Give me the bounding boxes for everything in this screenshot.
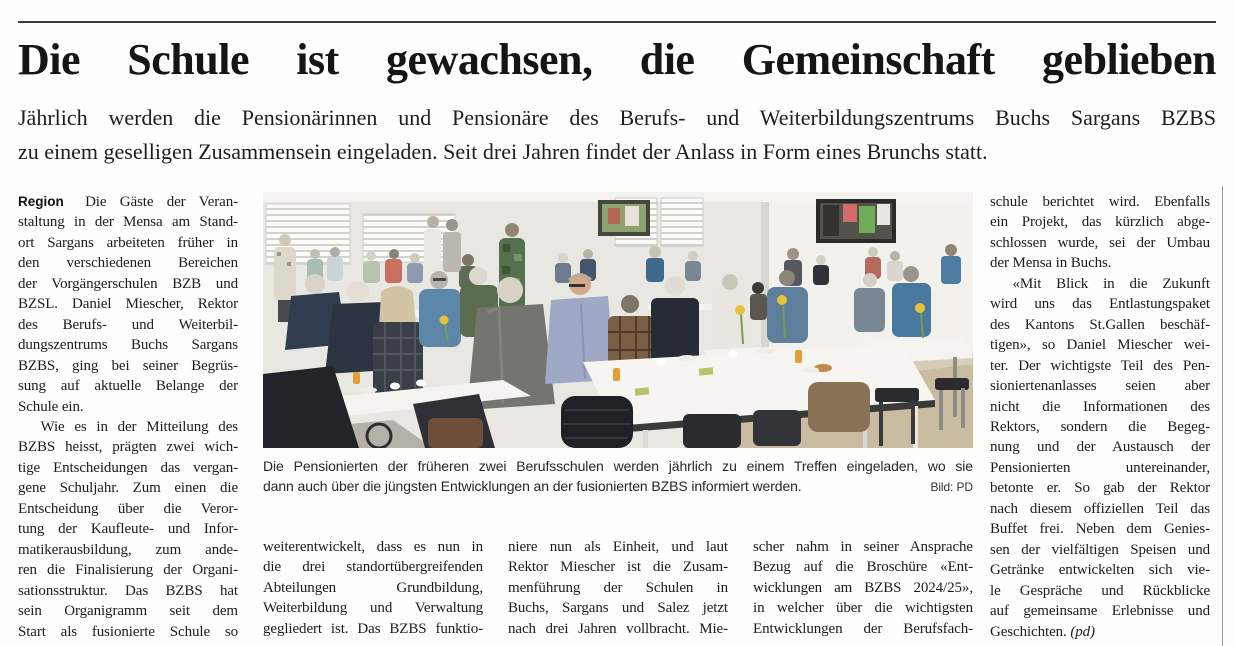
paragraph-2-continued-3 [753, 537, 973, 639]
text-line: Rektor Miescher ist die Zusam- [508, 559, 728, 576]
text-line: ter. Der wichtigste Teil des Pen- [990, 357, 1210, 374]
caption-line-2-text: dann auch über die jüngsten Entwicklungen an der fusionierten BZBS informiert werden. [263, 478, 802, 494]
text-line: zu einem geselligen Zusammensein eingeladen. Seit drei Jahren findet der Anlass in Form eines Brunchs statt. [18, 138, 988, 164]
text-line: schlossen wurde, sei der Umbau [990, 234, 1210, 251]
paragraph-4 [990, 274, 1210, 622]
text-line: gegliedert ist. Das BZBS funktio- [263, 620, 483, 637]
text-line: tigen», so Daniel Miescher wei- [990, 337, 1210, 354]
text-line: Entwicklungen der Berufsfach- [753, 620, 973, 637]
text-line: Wie es in der Mitteilung des [40, 418, 238, 435]
text-line: nach diesem offiziellen Teil das [990, 500, 1210, 517]
text-line: in welcher über die wichtigsten [753, 600, 973, 617]
text-line: sein Organigramm seit dem [18, 603, 238, 620]
text-line: nach drei Jahren vollbracht. Mie- [508, 620, 728, 637]
lead-paragraph [18, 101, 1216, 168]
kicker-region: Region [18, 194, 64, 209]
text-line: sioniertenanlasses seien aber [990, 378, 1210, 395]
paragraph-2-continued [263, 537, 483, 639]
paragraph-1-lines [18, 212, 238, 417]
headline: Die Schule ist gewachsen, die Gemeinschaft geblieben [18, 35, 1216, 84]
text-line: betonte er. So gab der Rektor [990, 480, 1210, 497]
text-line: Bezug auf die Broschüre «Ent- [753, 559, 973, 576]
text-line: sen der vielfältigen Speisen und [990, 541, 1210, 558]
text-line: sationsstruktur. Das BZBS hat [18, 582, 238, 599]
column-2 [263, 537, 483, 646]
text-line: Start als fusionierte Schule so [18, 623, 238, 640]
text-line: gene Schuljahr. Zum einen die [18, 480, 238, 497]
caption-line-2 [263, 476, 973, 497]
text-line: sung auf aktuelle Belange der [18, 378, 238, 395]
text-line: des Kantons St.Gallen beschäf- [990, 316, 1210, 333]
agency-credit: (pd) [1070, 623, 1095, 640]
text-line: Jährlich werden die Pensionärinnen und Pensionäre des Berufs- und Weiterbildungszentrums Buchs Sargans BZBS [18, 105, 1216, 130]
column-5 [990, 192, 1210, 646]
text-line: matikerausbildung, zum ande- [18, 541, 238, 558]
top-rule [18, 21, 1216, 23]
text-line: ein Projekt, das kürzlich abge- [990, 214, 1210, 231]
paragraph-2 [18, 417, 238, 642]
text-line: weiterentwickelt, dass es nun in [263, 539, 483, 555]
text-line: tige Entscheidungen das vergan- [18, 459, 238, 476]
text-line: niere nun als Einheit, und laut [508, 539, 728, 555]
paragraph-1 [18, 192, 238, 417]
text-line: Getränke entwickelten sich vie- [990, 562, 1210, 579]
text-line: «Mit Blick in die Zukunft [1012, 275, 1210, 292]
paragraph-2-continued-2 [508, 537, 728, 639]
article-photo [263, 192, 973, 448]
text-line: BZSL. Daniel Miescher, Rektor [18, 296, 238, 313]
text-line: ren die Finalisierung der Organi- [18, 562, 238, 579]
article-photo-illustration [263, 192, 973, 448]
column-4 [753, 537, 973, 646]
paragraph-4-last-text: Geschichten. [990, 623, 1067, 640]
text-line: wird uns das Entlastungspaket [990, 296, 1210, 313]
text-line: auf gemeinsame Erlebnisse und [990, 603, 1210, 620]
text-line: ort Sargans arbeiteten früher in [18, 234, 238, 251]
photo-caption [263, 456, 973, 497]
column-1 [18, 192, 238, 646]
text-line: BZBS heisst, prägten zwei wich- [18, 439, 238, 456]
right-column-divider [1222, 186, 1223, 646]
text-line: Weiterbildung und Verwaltung [263, 600, 483, 617]
paragraph-4-last-line [990, 622, 1210, 642]
paragraph-1-first-line [18, 192, 238, 212]
photo-credit: Bild: PD [930, 480, 973, 494]
text-line: wicklungen am BZBS 2024/25», [753, 579, 973, 596]
text-line: schule berichtet wird. Ebenfalls [990, 194, 1210, 210]
text-line: BZBS, ging bei seiner Begrüs- [18, 357, 238, 374]
text-line: Abteilungen Grundbildung, [263, 579, 483, 596]
column-3 [508, 537, 728, 646]
text-line: der Mensa in Buchs. [990, 255, 1112, 272]
text-line: Buffet frei. Neben dem Genies- [990, 521, 1210, 538]
text-line: tung der Kaufleute- und Infor- [18, 521, 238, 538]
text-line: scher nahm in seiner Ansprache [753, 539, 973, 555]
text-line: nung und der Austausch der [990, 439, 1210, 456]
paragraph-1-first-line-text: Die Gäste der Veran- [85, 194, 238, 210]
text-line: den verschiedenen Bereichen [18, 255, 238, 272]
text-line: Buchs, Sargans und Salez jetzt [508, 600, 728, 617]
caption-line-1: Die Pensionierten der früheren zwei Berufsschulen werden jährlich zu einem Treffen eingeladen, wo sie [263, 458, 973, 474]
text-line: die drei standortübergreifenden [263, 559, 483, 576]
text-line: der Vorgängerschulen BZB und [18, 275, 238, 292]
text-line: Pensionierten untereinander, [990, 459, 1210, 476]
text-line: des Berufs- und Weiterbil- [18, 316, 238, 333]
text-line: menführung der Schulen in [508, 579, 728, 596]
paragraph-3 [990, 192, 1210, 274]
text-line: Rektors, sondern die Begeg- [990, 418, 1210, 435]
text-line: Schule ein. [18, 398, 84, 415]
text-line: staltung in der Mensa am Stand- [18, 214, 238, 231]
text-line: dungszentrums Buchs Sargans [18, 337, 238, 354]
text-line: nicht die Informationen des [990, 398, 1210, 415]
text-line: le Gespräche und Rückblicke [990, 582, 1210, 599]
text-line: Entscheidung über die Veror- [18, 500, 238, 517]
